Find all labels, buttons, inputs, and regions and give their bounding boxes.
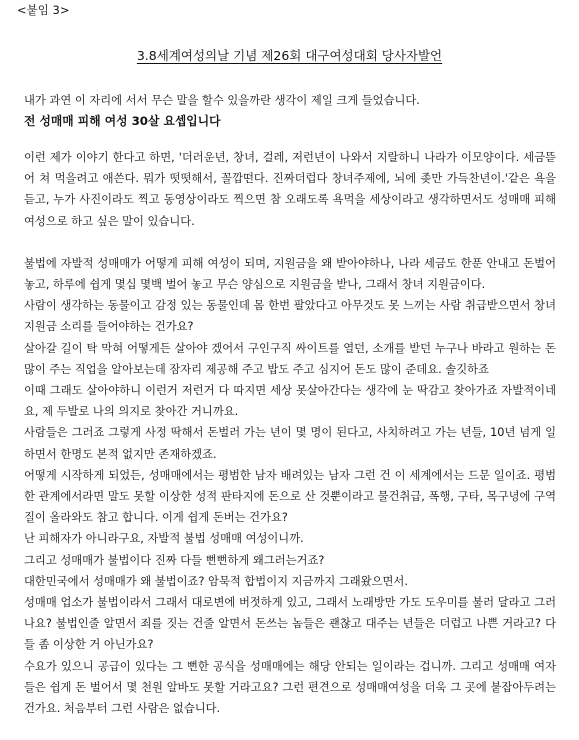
paragraph-9: 그리고 성매매가 불법이다 진짜 다들 뻔뻔하게 왜그러는거죠? <box>24 553 325 567</box>
speech-intro <box>24 90 556 132</box>
paragraph-3: 사람이 생각하는 동물이고 감정 있는 동물인데 몸 한번 팔았다고 아무것도 못 느끼는 사람 취급받으면서 창녀 지원금 소리를 들어야하는 건가요? <box>24 299 556 334</box>
speech-body <box>24 147 556 719</box>
paragraph-1: 이런 제가 이야기 한다고 하면, '더러운년, 창녀, 걸레, 저런년이 나와서 지랄하니 나라가 이모양이다. 세금뜯어 쳐 먹을려고 애쓴다. 뭐가 떳떳해서, 꼴깝떤다. 진짜더럽다 창녀주제에, 뇌에 좆만 가득찬년이.'같은 욕을 듣고, 누가 사진이라도 찍고 동영상이라도 찍으면 참 오래도록 욕먹을 세상이라고 생각하면서도 성매매 피해 여성으로 하고 싶은 말이 있습니다. <box>24 151 556 228</box>
attachment-label: <붙임 3> <box>17 3 70 17</box>
paragraph-5: 이때 그래도 살아야하니 이런거 저런거 다 따지면 세상 못살아간다는 생각에 눈 딱감고 찾아가죠 자발적이네요, 제 두발로 나의 의지로 찾아간 거니까요. <box>24 384 556 419</box>
paragraph-6: 사람들은 그러죠 그렇게 사정 딱해서 돈벌러 가는 년이 몇 명이 된다고, 사치하려고 가는 년들, 10년 넘게 일하면서 한명도 본적 없지만 존재하겠죠. <box>24 426 556 461</box>
paragraph-12: 수요가 있으니 공급이 있다는 그 뻔한 공식을 성매매에는 해당 안되는 일이라는 겁니까. 그리고 성매매 여자들은 쉽게 돈 벌어서 몇 천원 알바도 못할 거라고요? 그런 편견으로 성매매여성을 더욱 그 곳에 붙잡아두려는 건가요. 처음부터 그런 사람은 없습니다. <box>24 659 556 716</box>
paragraph-4: 살아갈 길이 탁 막혀 어떻게든 살아야 겠어서 구인구직 싸이트를 열던, 소개를 받던 누구나 바라고 원하는 돈 많이 주는 직업을 알아보는데 잠자리 제공해 주고 밥도 주고 심지어 돈도 많이 준데요. 솔깃하죠 <box>24 341 556 376</box>
document-title-text: 3.8세계여성의날 기념 제26회 대구여성대회 당사자발언 <box>136 48 443 63</box>
paragraph-7: 어떻게 시작하게 되었든, 성매매에서는 평범한 남자 배려있는 남자 그런 건 이 세계에서는 드문 일이죠. 평범한 관계에서라면 말도 못할 이상한 성적 판타지에 돈으로 산 것뿐이라고 물건취급, 폭행, 구타, 목구녕에 구역질이 올라와도 참고 합니다. 이게 쉽게 돈버는 건가요? <box>24 468 556 525</box>
paragraph-8: 난 피해자가 아니라구요, 자발적 불법 성매매 여성이니까. <box>24 532 304 546</box>
speaker-introduction: 전 성매매 피해 여성 30살 요셉입니다 <box>24 114 221 129</box>
paragraph-2: 불법에 자발적 성매매가 어떻게 피해 여성이 되며, 지원금을 왜 받아야하나, 나라 세금도 한푼 안내고 돈벌어놓고, 하루에 쉽게 몇십 몇백 벌어 놓고 무슨 양심으로 지원금을 받나, 그래서 창녀 지원금이다. <box>24 256 556 292</box>
document-title <box>0 46 579 64</box>
paragraph-11: 성매매 업소가 불법이라서 그래서 대로변에 버젓하게 있고, 그래서 노래방만 가도 도우미를 불러 달라고 그러나요? 불법인줄 알면서 죄를 짓는 건줄 알면서 돈쓰는 놈들은 괜찮고 대주는 년들은 더럽고 나쁜 거라고? 다들 좀 이상한 거 아닌가요? <box>24 596 556 652</box>
paragraph-10: 대한민국에서 성매매가 왜 불법이죠? 암묵적 합법이지 지금까지 그래왔으면서. <box>24 574 408 588</box>
intro-sentence: 내가 과연 이 자리에 서서 무슨 말을 할수 있을까란 생각이 제일 크게 들었습니다. <box>24 94 420 107</box>
